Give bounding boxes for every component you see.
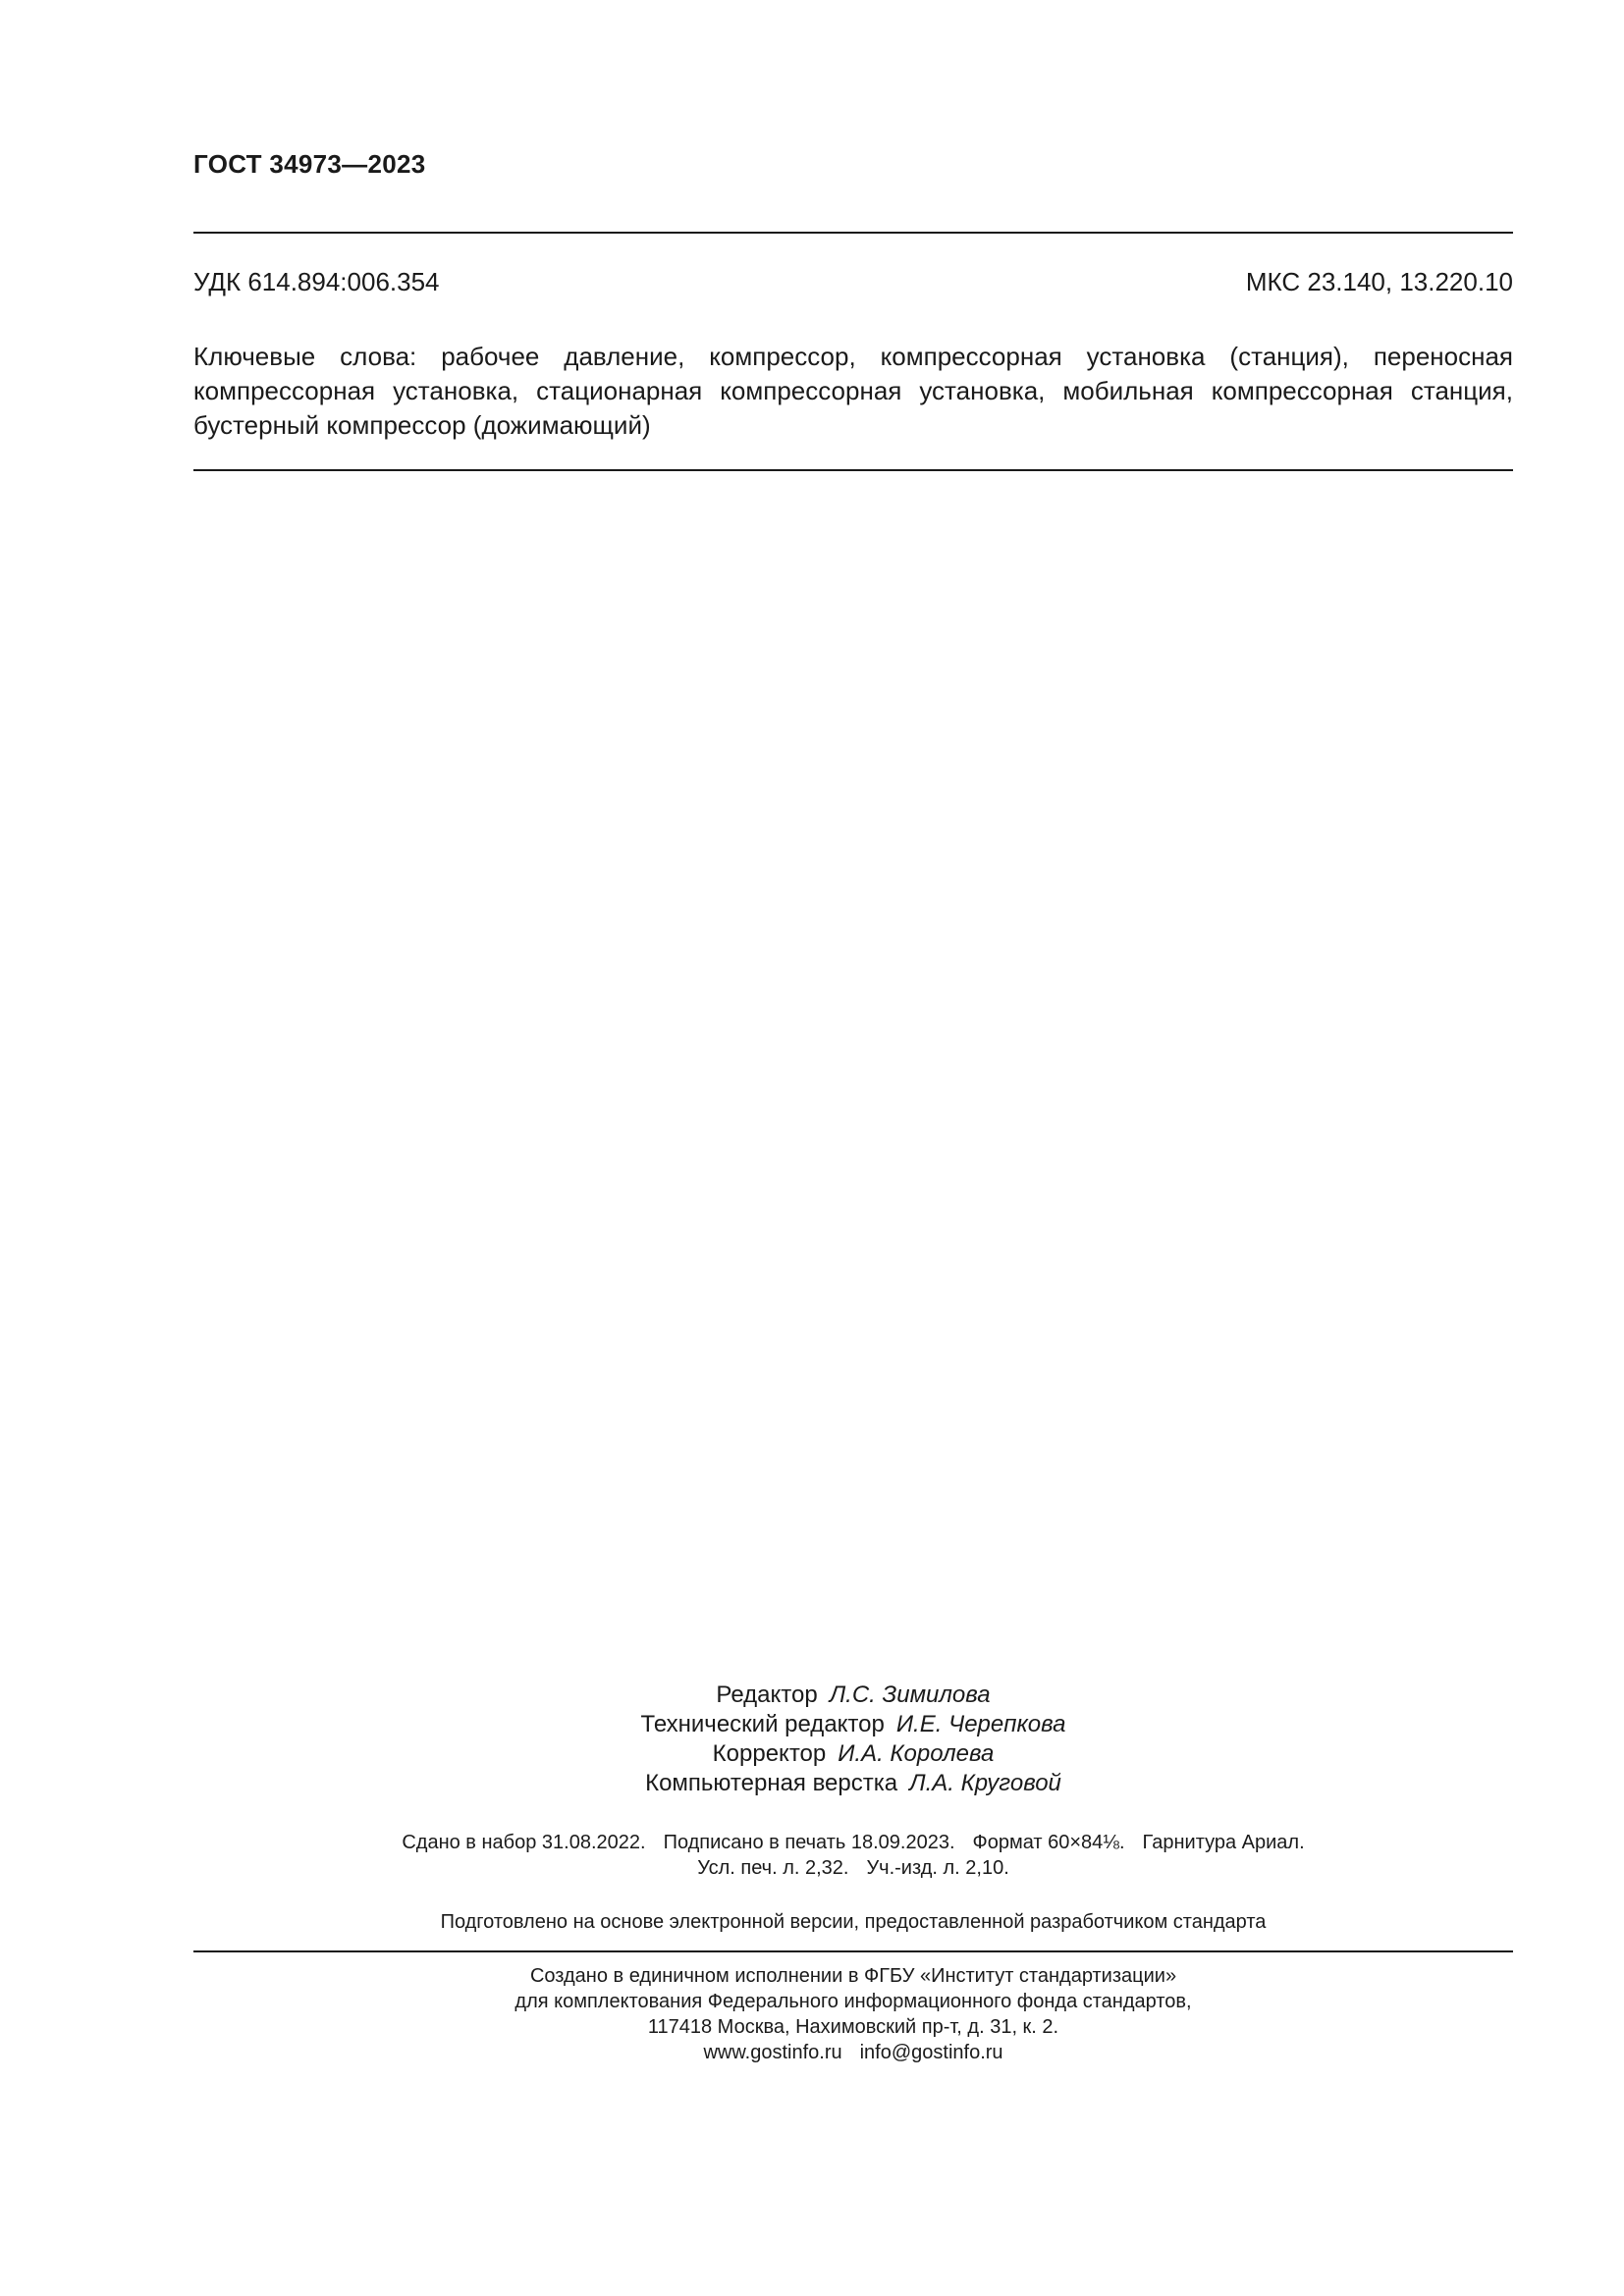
footer-line-3: 117418 Москва, Нахимовский пр-т, д. 31, к. 2. (647, 2016, 1059, 2038)
email-link[interactable]: info@gostinfo.ru (859, 2042, 1003, 2063)
footer-line-2: для комплектования Федерального информационного фонда стандартов, (514, 1991, 1192, 2012)
credit-name: Л.А. Круговой (909, 1770, 1061, 1796)
imprint-print-sheets: Усл. печ. л. 2,32. (697, 1857, 849, 1879)
website-link[interactable]: www.gostinfo.ru (703, 2042, 842, 2063)
imprint-block (193, 1830, 1513, 1881)
imprint-format: Формат 60×84⅛. (972, 1832, 1125, 1853)
credit-role: Компьютерная верстка (645, 1770, 898, 1796)
footer-links (193, 2040, 1513, 2065)
standard-title: ГОСТ 34973—2023 (193, 149, 426, 179)
keywords-divider (193, 469, 1513, 471)
credit-line-tech-editor (193, 1710, 1513, 1739)
credit-role: Редактор (716, 1682, 818, 1708)
udk-code: УДК 614.894:006.354 (193, 267, 440, 296)
imprint-typeset: Сдано в набор 31.08.2022. (402, 1832, 646, 1853)
credit-role: Технический редактор (640, 1711, 885, 1737)
credits-block (193, 1681, 1513, 1798)
imprint-signed: Подписано в печать 18.09.2023. (663, 1832, 955, 1853)
credit-role: Корректор (712, 1740, 827, 1767)
classification-codes (193, 267, 1513, 297)
keywords-paragraph: Ключевые слова: рабочее давление, компрессор, компрессорная установка (станция), переносная компрессорная установка, стационарная компрессорная установка, мобильная компрессорная станция, бустерный компрессор (дожимающий) (193, 342, 1513, 440)
credit-line-layout (193, 1769, 1513, 1798)
top-divider (193, 232, 1513, 234)
imprint-line-2 (193, 1855, 1513, 1881)
credit-line-proofreader (193, 1739, 1513, 1769)
publisher-footer (193, 1963, 1513, 2065)
imprint-line-1 (193, 1830, 1513, 1855)
imprint-typeface: Гарнитура Ариал. (1142, 1832, 1305, 1853)
imprint-edition-sheets: Уч.-изд. л. 2,10. (866, 1857, 1009, 1879)
credit-name: И.Е. Черепкова (895, 1711, 1066, 1737)
footer-line-1: Создано в единичном исполнении в ФГБУ «Институт стандартизации» (529, 1965, 1177, 1987)
footer-divider (193, 1950, 1513, 1952)
credit-name: Л.С. Зимилова (829, 1682, 991, 1708)
mks-code: МКС 23.140, 13.220.10 (1245, 267, 1513, 296)
prepared-note: Подготовлено на основе электронной версии, предоставленной разработчиком стандарта (440, 1911, 1267, 1933)
credit-name: И.А. Королева (838, 1740, 995, 1767)
credit-line-editor (193, 1681, 1513, 1710)
